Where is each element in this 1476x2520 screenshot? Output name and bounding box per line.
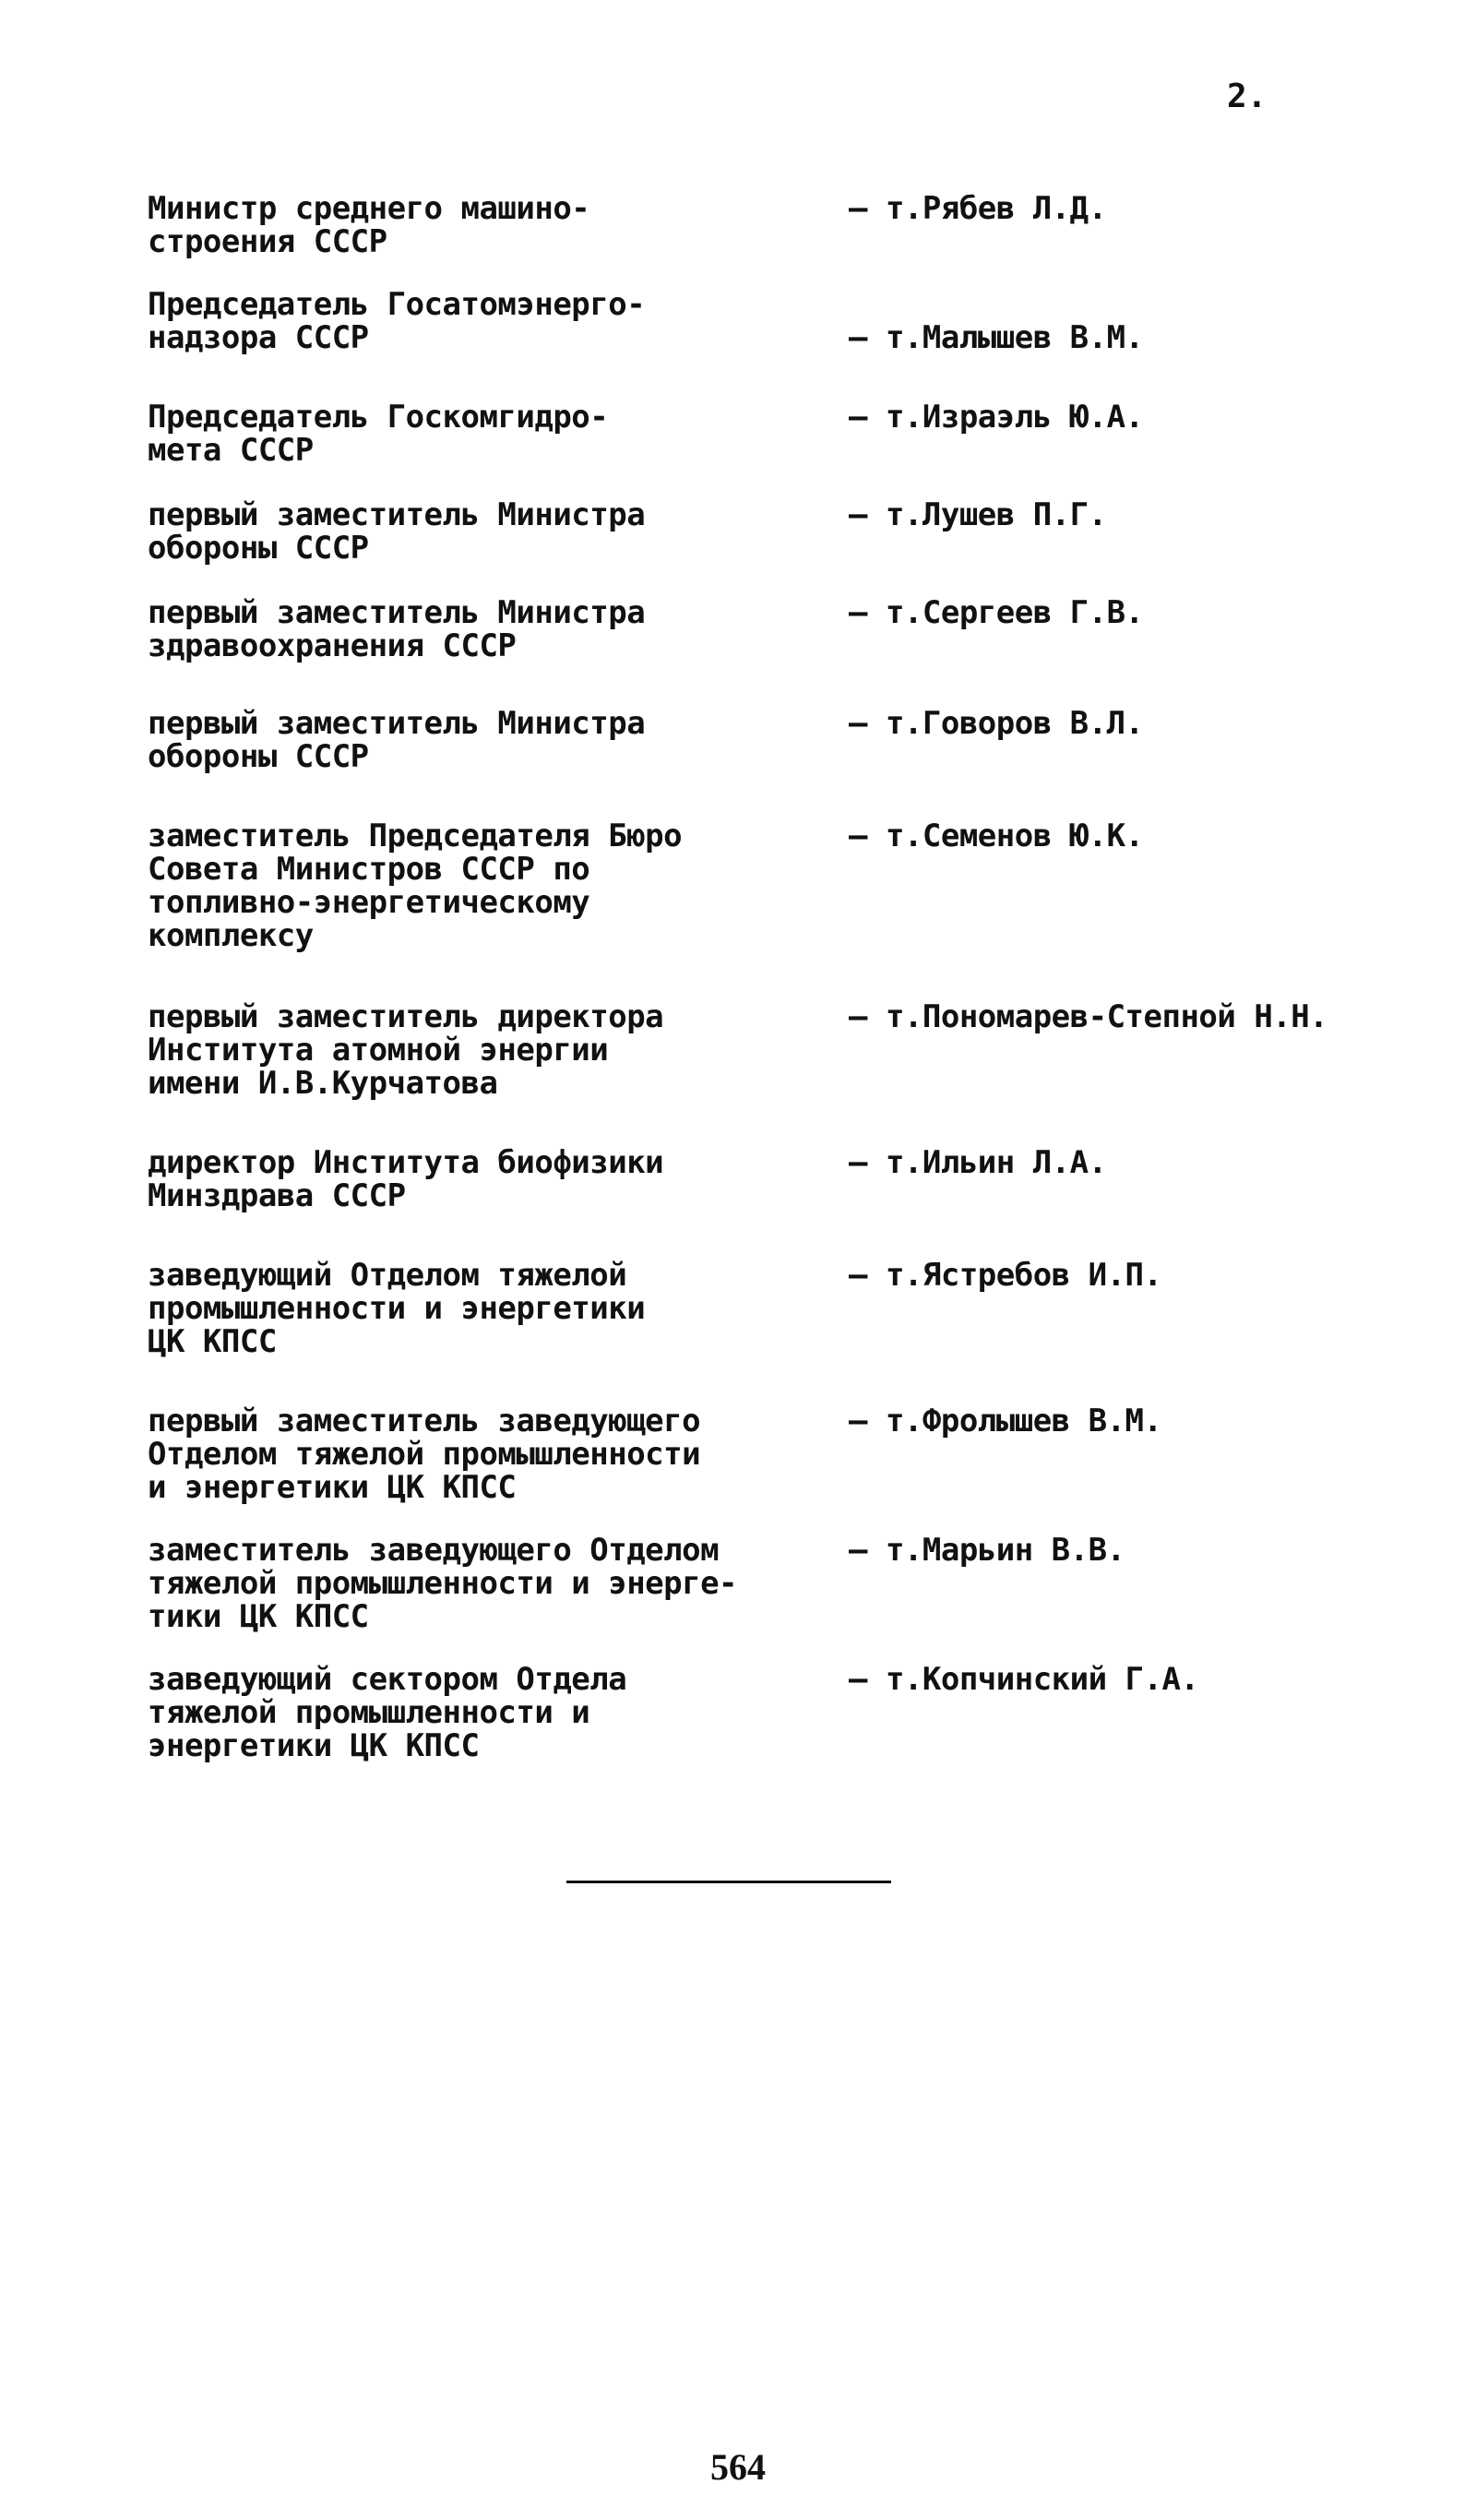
person-name: – т.Ястребов И.П. xyxy=(849,1257,1162,1294)
person-name: – т.Копчинский Г.А. xyxy=(849,1661,1199,1698)
position-title: первый заместитель Министра обороны СССР xyxy=(148,705,646,775)
person-name: – т.Говоров В.Л. xyxy=(849,705,1144,742)
divider xyxy=(566,1881,891,1883)
position-title: первый заместитель Министра обороны СССР xyxy=(148,496,646,567)
position-title: заместитель заведующего Отделом тяжелой промышленности и энерге- тики ЦК КПСС xyxy=(148,1532,738,1635)
page-number: 2. xyxy=(1227,78,1268,115)
position-title: Председатель Госатомэнерго- надзора СССР xyxy=(148,286,646,356)
position-title: Министр среднего машино- строения СССР xyxy=(148,190,590,260)
position-title: первый заместитель заведующего Отделом тяжелой промышленности и энергетики ЦК КПСС xyxy=(148,1403,701,1506)
person-name: – т.Рябев Л.Д. xyxy=(849,190,1107,227)
person-name: – т.Фролышев В.М. xyxy=(849,1403,1162,1439)
person-name: – т.Лушев П.Г. xyxy=(849,496,1107,533)
person-name: – т.Марьин В.В. xyxy=(849,1532,1125,1569)
person-name: – т.Пономарев-Степной Н.Н. xyxy=(849,998,1328,1035)
position-title: Председатель Госкомгидро- мета СССР xyxy=(148,399,609,469)
footer-page-number: 564 xyxy=(710,2446,766,2488)
person-name: – т.Израэль Ю.А. xyxy=(849,399,1144,436)
person-name: – т.Малышев В.М. xyxy=(849,319,1144,356)
person-name: – т.Семенов Ю.К. xyxy=(849,818,1144,854)
position-title: заведующий Отделом тяжелой промышленности и энергетики ЦК КПСС xyxy=(148,1257,646,1360)
position-title: заместитель Председателя Бюро Совета Министров СССР по топливно-энергетическому комплексу xyxy=(148,818,683,954)
person-name: – т.Сергеев Г.В. xyxy=(849,594,1144,631)
position-title: директор Института биофизики Минздрава СССР xyxy=(148,1144,664,1214)
position-title: первый заместитель директора Института атомной энергии имени И.В.Курчатова xyxy=(148,998,664,1102)
person-name: – т.Ильин Л.А. xyxy=(849,1144,1107,1181)
position-title: заведующий сектором Отдела тяжелой промышленности и энергетики ЦК КПСС xyxy=(148,1661,627,1764)
position-title: первый заместитель Министра здравоохранения СССР xyxy=(148,594,646,664)
